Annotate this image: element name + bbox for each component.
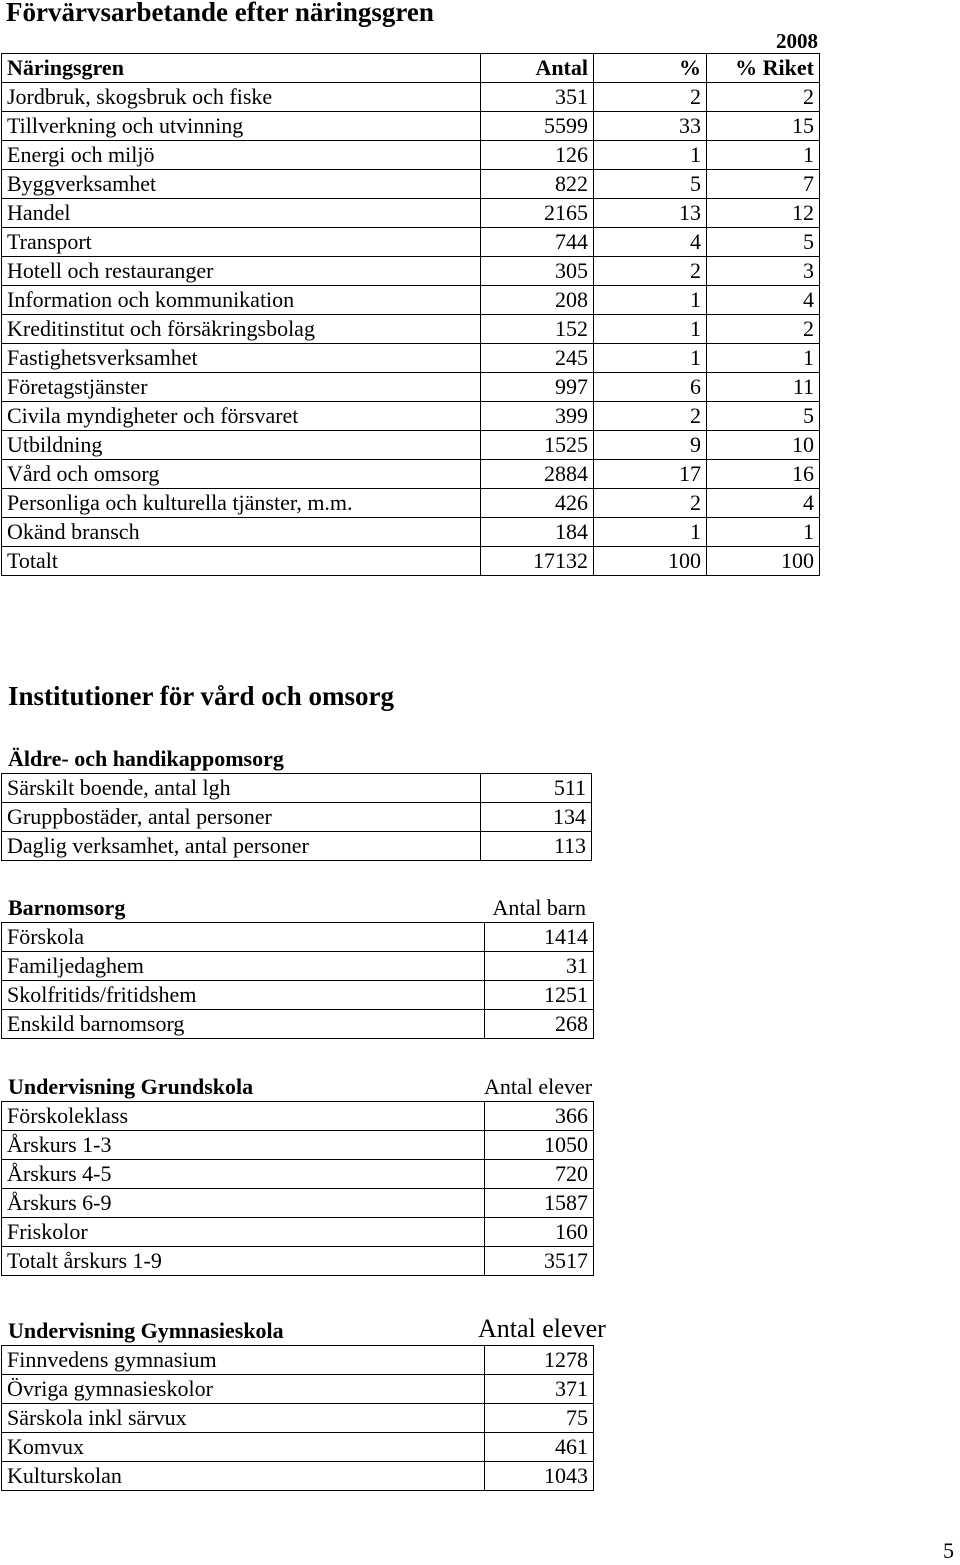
row-value: 366 <box>485 1102 594 1131</box>
table-row <box>2 402 820 431</box>
primary-school-heading: Undervisning Grundskola <box>8 1074 254 1099</box>
row-label: Förskoleklass <box>2 1102 485 1131</box>
table-row <box>2 923 594 952</box>
table-row <box>2 981 594 1010</box>
row-value: 2 <box>707 83 820 112</box>
row-label: Byggverksamhet <box>2 170 481 199</box>
table-row <box>2 286 820 315</box>
row-label: Förskola <box>2 923 485 952</box>
row-value: 305 <box>481 257 594 286</box>
table-row <box>2 141 820 170</box>
table-row <box>2 832 592 861</box>
row-value: 16 <box>707 460 820 489</box>
table-row <box>2 1375 594 1404</box>
row-label: Särskilt boende, antal lgh <box>2 774 481 803</box>
primary-school-unit: Antal elever <box>484 1074 593 1099</box>
row-value: 3 <box>707 257 820 286</box>
row-value: 1 <box>594 315 707 344</box>
upper-school-heading: Undervisning Gymnasieskola <box>8 1318 284 1343</box>
row-value: 4 <box>707 286 820 315</box>
upper-school-table <box>1 1345 594 1491</box>
row-value: 1 <box>594 141 707 170</box>
table-row <box>2 373 820 402</box>
row-label: Friskolor <box>2 1218 485 1247</box>
childcare-heading: Barnomsorg <box>8 895 126 920</box>
table-row <box>2 257 820 286</box>
row-value: 184 <box>481 518 594 547</box>
row-value: 2165 <box>481 199 594 228</box>
row-value: 1587 <box>485 1189 594 1218</box>
row-value: 5599 <box>481 112 594 141</box>
row-value: 17132 <box>481 547 594 576</box>
table-row <box>2 489 820 518</box>
table-row <box>2 344 820 373</box>
row-value: 15 <box>707 112 820 141</box>
row-value: 2 <box>707 315 820 344</box>
row-value: 511 <box>481 774 592 803</box>
table-row <box>2 1010 594 1039</box>
table-row <box>2 547 820 576</box>
row-label: Skolfritids/fritidshem <box>2 981 485 1010</box>
page-number: 5 <box>943 1538 954 1563</box>
row-value: 1414 <box>485 923 594 952</box>
row-value: 720 <box>485 1160 594 1189</box>
row-value: 1050 <box>485 1131 594 1160</box>
row-value: 208 <box>481 286 594 315</box>
row-label: Daglig verksamhet, antal personer <box>2 832 481 861</box>
row-value: 2 <box>594 257 707 286</box>
elderly-table <box>1 773 592 861</box>
table-row <box>2 83 820 112</box>
row-value: 13 <box>594 199 707 228</box>
row-value: 4 <box>707 489 820 518</box>
row-value: 2884 <box>481 460 594 489</box>
table-row <box>2 170 820 199</box>
row-value: 1 <box>594 286 707 315</box>
row-value: 268 <box>485 1010 594 1039</box>
row-value: 2 <box>594 489 707 518</box>
row-label: Hotell och restauranger <box>2 257 481 286</box>
elderly-heading: Äldre- och handikappomsorg <box>8 746 284 771</box>
row-value: 2 <box>594 402 707 431</box>
row-label: Kreditinstitut och försäkringsbolag <box>2 315 481 344</box>
row-value: 1 <box>594 518 707 547</box>
row-value: 33 <box>594 112 707 141</box>
row-value: 399 <box>481 402 594 431</box>
row-value: 1 <box>707 141 820 170</box>
column-header: % Riket <box>707 54 820 83</box>
row-label: Särskola inkl särvux <box>2 1404 485 1433</box>
primary-school-table <box>1 1101 594 1276</box>
row-value: 100 <box>707 547 820 576</box>
industry-table <box>1 53 820 576</box>
row-label: Kulturskolan <box>2 1462 485 1491</box>
table-row <box>2 1160 594 1189</box>
column-header: % <box>594 54 707 83</box>
row-value: 351 <box>481 83 594 112</box>
row-label: Familjedaghem <box>2 952 485 981</box>
row-value: 1 <box>707 518 820 547</box>
row-label: Okänd bransch <box>2 518 481 547</box>
table-row <box>2 228 820 257</box>
row-value: 11 <box>707 373 820 402</box>
row-value: 245 <box>481 344 594 373</box>
row-value: 1043 <box>485 1462 594 1491</box>
table-row <box>2 518 820 547</box>
row-value: 1251 <box>485 981 594 1010</box>
table-row <box>2 1404 594 1433</box>
table-header-row <box>2 54 820 83</box>
row-label: Information och kommunikation <box>2 286 481 315</box>
childcare-unit: Antal barn <box>492 895 586 920</box>
table-row <box>2 803 592 832</box>
row-value: 3517 <box>485 1247 594 1276</box>
row-label: Handel <box>2 199 481 228</box>
table-row <box>2 1346 594 1375</box>
row-value: 31 <box>485 952 594 981</box>
row-label: Komvux <box>2 1433 485 1462</box>
row-label: Utbildning <box>2 431 481 460</box>
row-value: 371 <box>485 1375 594 1404</box>
row-value: 1 <box>707 344 820 373</box>
upper-school-unit: Antal elever <box>478 1314 606 1343</box>
childcare-table <box>1 922 594 1039</box>
row-value: 744 <box>481 228 594 257</box>
row-label: Totalt årskurs 1-9 <box>2 1247 485 1276</box>
table-row <box>2 315 820 344</box>
table-row <box>2 952 594 981</box>
row-value: 17 <box>594 460 707 489</box>
row-label: Fastighetsverksamhet <box>2 344 481 373</box>
row-value: 6 <box>594 373 707 402</box>
row-label: Övriga gymnasieskolor <box>2 1375 485 1404</box>
table-row <box>2 1131 594 1160</box>
row-value: 997 <box>481 373 594 402</box>
row-label: Årskurs 1-3 <box>2 1131 485 1160</box>
row-label: Vård och omsorg <box>2 460 481 489</box>
row-value: 126 <box>481 141 594 170</box>
row-label: Årskurs 4-5 <box>2 1160 485 1189</box>
row-label: Jordbruk, skogsbruk och fiske <box>2 83 481 112</box>
row-value: 12 <box>707 199 820 228</box>
column-header: Antal <box>481 54 594 83</box>
row-value: 1 <box>594 344 707 373</box>
row-value: 2 <box>594 83 707 112</box>
row-value: 75 <box>485 1404 594 1433</box>
table-row <box>2 1102 594 1131</box>
table-row <box>2 1247 594 1276</box>
row-value: 10 <box>707 431 820 460</box>
row-value: 4 <box>594 228 707 257</box>
row-label: Transport <box>2 228 481 257</box>
row-value: 426 <box>481 489 594 518</box>
row-value: 5 <box>594 170 707 199</box>
row-label: Företagstjänster <box>2 373 481 402</box>
row-label: Enskild barnomsorg <box>2 1010 485 1039</box>
table-row <box>2 460 820 489</box>
table-row <box>2 1218 594 1247</box>
row-value: 5 <box>707 402 820 431</box>
table-row <box>2 1433 594 1462</box>
table-row <box>2 774 592 803</box>
row-label: Civila myndigheter och försvaret <box>2 402 481 431</box>
table-row <box>2 1189 594 1218</box>
row-value: 1525 <box>481 431 594 460</box>
row-value: 152 <box>481 315 594 344</box>
row-value: 822 <box>481 170 594 199</box>
page-title: Förvärvsarbetande efter näringsgren <box>6 0 434 27</box>
row-label: Gruppbostäder, antal personer <box>2 803 481 832</box>
row-label: Årskurs 6-9 <box>2 1189 485 1218</box>
row-value: 7 <box>707 170 820 199</box>
row-value: 113 <box>481 832 592 861</box>
row-value: 160 <box>485 1218 594 1247</box>
year-label: 2008 <box>776 29 818 53</box>
institutions-title: Institutioner för vård och omsorg <box>8 681 394 711</box>
row-value: 100 <box>594 547 707 576</box>
column-header: Näringsgren <box>2 54 481 83</box>
row-label: Totalt <box>2 547 481 576</box>
row-label: Finnvedens gymnasium <box>2 1346 485 1375</box>
row-label: Personliga och kulturella tjänster, m.m. <box>2 489 481 518</box>
row-label: Energi och miljö <box>2 141 481 170</box>
row-value: 9 <box>594 431 707 460</box>
row-value: 5 <box>707 228 820 257</box>
table-row <box>2 112 820 141</box>
row-value: 461 <box>485 1433 594 1462</box>
row-value: 134 <box>481 803 592 832</box>
table-row <box>2 431 820 460</box>
row-value: 1278 <box>485 1346 594 1375</box>
table-row <box>2 199 820 228</box>
table-row <box>2 1462 594 1491</box>
row-label: Tillverkning och utvinning <box>2 112 481 141</box>
